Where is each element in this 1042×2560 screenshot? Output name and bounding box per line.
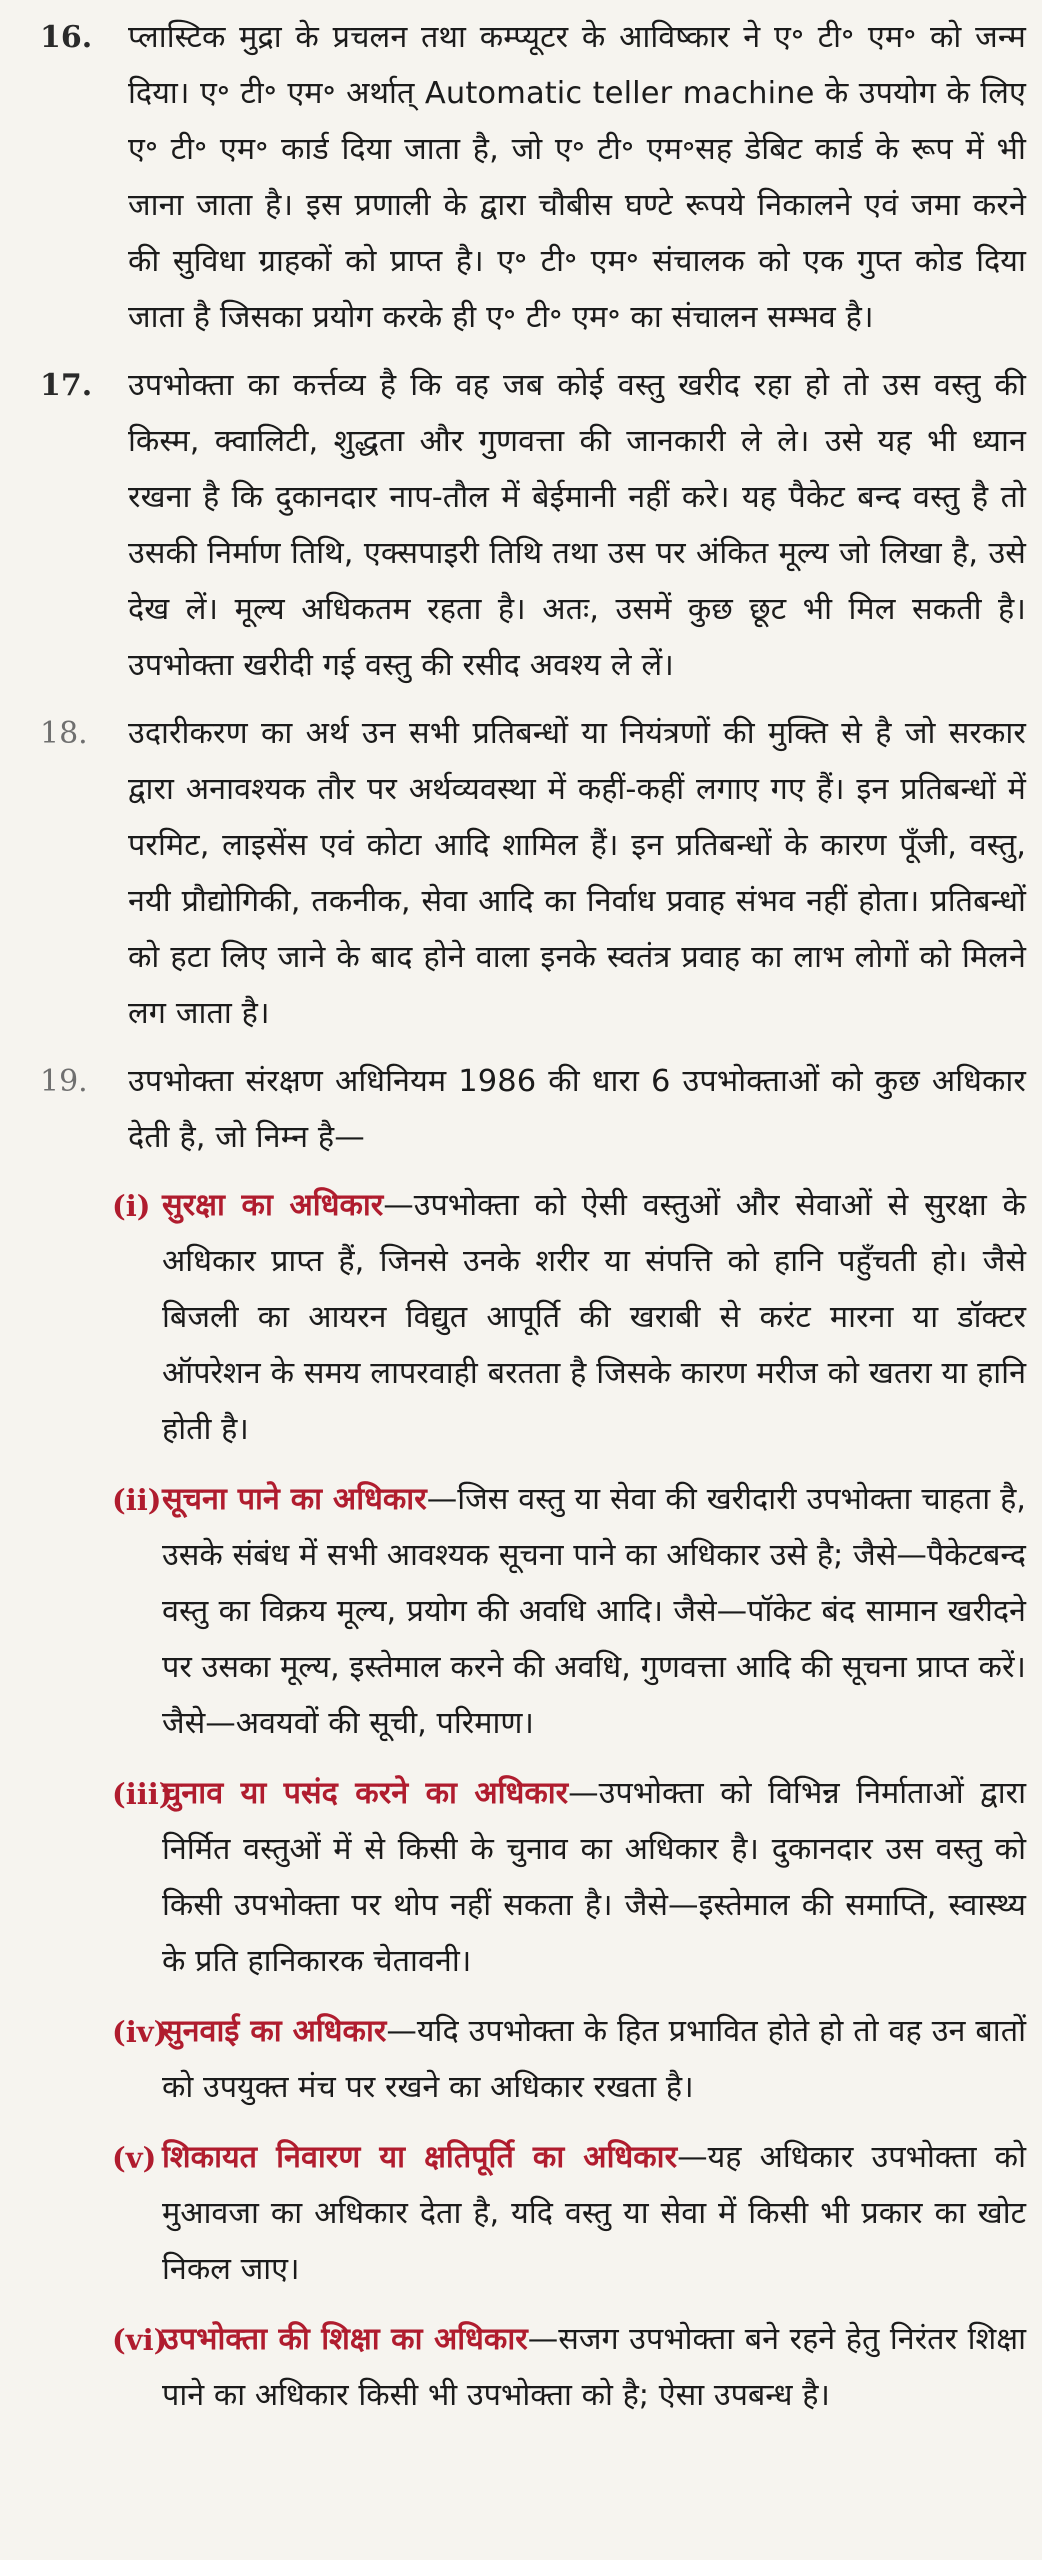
question-number: 18. (40, 716, 88, 751)
answer-text: प्लास्टिक मुद्रा के प्रचलन तथा कम्प्यूटर के आविष्कार ने ए॰ टी॰ एम॰ को जन्म दिया। ए॰ टी॰ एम॰ अर्थात् Automatic teller machine के उपयोग के लिए ए॰ टी॰ एम॰ कार्ड दिया जाता है, जो ए॰ टी॰ एम॰सह डेबिट कार्ड के रूप में भी जाना जाता है। इस प्रणाली के द्वारा चौबीस घण्टे रूपये निकालने एवं जमा करने की सुविधा ग्राहकों को प्राप्त है। ए॰ टी॰ एम॰ संचालक को एक गुप्त कोड दिया जाता है जिसका प्रयोग करके ही ए॰ टी॰ एम॰ का संचालन सम्भव है। (128, 20, 1026, 335)
answer-17 (40, 358, 1026, 694)
right-title: सुनवाई का अधिकार (162, 2014, 387, 2049)
right-description: —उपभोक्ता को विभिन्न निर्माताओं द्वारा निर्मित वस्तुओं में से किसी के चुनाव का अधिकार है। दुकानदार उस वस्तु को किसी उपभोक्ता पर थोप नहीं सकता है। जैसे—इस्तेमाल की समाप्ति, स्वास्थ्य के प्रति हानिकारक चेतावनी। (162, 1776, 1026, 1979)
answer-text: उदारीकरण का अर्थ उन सभी प्रतिबन्धों या नियंत्रणों की मुक्ति से है जो सरकार द्वारा अनावश्यक तौर पर अर्थव्यवस्था में कहीं-कहीं लगाए गए हैं। इन प्रतिबन्धों में परमिट, लाइसेंस एवं कोटा आदि शामिल हैं। इन प्रतिबन्धों के कारण पूँजी, वस्तु, नयी प्रौद्योगिकी, तकनीक, सेवा आदि का निर्वाध प्रवाह संभव नहीं होता। प्रतिबन्धों को हटा लिए जाने के बाद होने वाला इनके स्वतंत्र प्रवाह का लाभ लोगों को मिलने लग जाता है। (128, 716, 1026, 1031)
right-item (40, 2130, 1026, 2298)
right-description: —सजग उपभोक्ता बने रहने हेतु निरंतर शिक्षा पाने का अधिकार किसी भी उपभोक्ता को है; ऐसा उपबन्ध है। (162, 2322, 1026, 2413)
answer-19 (40, 1054, 1026, 1166)
right-item (40, 2312, 1026, 2424)
right-title: चुनाव या पसंद करने का अधिकार (162, 1776, 569, 1811)
right-text (162, 2004, 1026, 2116)
right-title: उपभोक्ता की शिक्षा का अधिकार (162, 2322, 528, 2357)
right-description: —यह अधिकार उपभोक्ता को मुआवजा का अधिकार देता है, यदि वस्तु या सेवा में किसी भी प्रकार का खोट निकल जाए। (162, 2140, 1026, 2287)
right-text (162, 1178, 1026, 1458)
question-number: 17. (40, 368, 93, 403)
right-item (40, 1472, 1026, 1752)
right-text (162, 1766, 1026, 1990)
right-number: (i) (112, 1189, 151, 1223)
right-item (40, 1178, 1026, 1458)
right-description: —उपभोक्ता को ऐसी वस्तुओं और सेवाओं से सुरक्षा के अधिकार प्राप्त हैं, जिनसे उनके शरीर या संपत्ति को हानि पहुँचती हो। जैसे बिजली का आयरन विद्युत आपूर्ति की खराबी से करंट मारना या डॉक्टर ऑपरेशन के समय लापरवाही बरतता है जिसके कारण मरीज को खतरा या हानि होती है। (162, 1188, 1026, 1447)
right-title: सूचना पाने का अधिकार (162, 1482, 427, 1517)
question-number: 19. (40, 1064, 88, 1099)
right-text (162, 2130, 1026, 2298)
right-item (40, 2004, 1026, 2116)
right-text (162, 1472, 1026, 1752)
right-number: (iii) (112, 1777, 173, 1811)
answer-text: उपभोक्ता संरक्षण अधिनियम 1986 की धारा 6 उपभोक्ताओं को कुछ अधिकार देती है, जो निम्न है— (128, 1064, 1026, 1155)
right-description: —जिस वस्तु या सेवा की खरीदारी उपभोक्ता चाहता है, उसके संबंध में सभी आवश्यक सूचना पाने का अधिकार उसे है; जैसे—पैकेटबन्द वस्तु का विक्रय मूल्य, प्रयोग की अवधि आदि। जैसे—पॉकेट बंद सामान खरीदने पर उसका मूल्य, इस्तेमाल करने की अवधि, गुणवत्ता आदि की सूचना प्राप्त करें। जैसे—अवयवों की सूची, परिमाण। (162, 1482, 1027, 1741)
right-description: —यदि उपभोक्ता के हित प्रभावित होते हो तो वह उन बातों को उपयुक्त मंच पर रखने का अधिकार रखता है। (162, 2014, 1026, 2105)
answer-16 (40, 10, 1026, 346)
answer-18 (40, 706, 1026, 1042)
right-item (40, 1766, 1026, 1990)
right-title: सुरक्षा का अधिकार (162, 1188, 384, 1223)
right-number: (v) (112, 2141, 157, 2175)
right-number: (ii) (112, 1483, 162, 1517)
right-number: (iv) (112, 2015, 168, 2049)
right-text (162, 2312, 1026, 2424)
right-title: शिकायत निवारण या क्षतिपूर्ति का अधिकार (162, 2140, 678, 2175)
answer-text: उपभोक्ता का कर्त्तव्य है कि वह जब कोई वस्तु खरीद रहा हो तो उस वस्तु की किस्म, क्वालिटी, शुद्धता और गुणवत्ता की जानकारी ले ले। उसे यह भी ध्यान रखना है कि दुकानदार नाप-तौल में बेईमानी नहीं करे। यह पैकेट बन्द वस्तु है तो उसकी निर्माण तिथि, एक्सपाइरी तिथि तथा उस पर अंकित मूल्य जो लिखा है, उसे देख लें। मूल्य अधिकतम रहता है। अतः, उसमें कुछ छूट भी मिल सकती है। उपभोक्ता खरीदी गई वस्तु की रसीद अवश्य ले लें। (128, 368, 1026, 683)
question-number: 16. (40, 20, 93, 55)
right-number: (vi) (112, 2323, 168, 2357)
